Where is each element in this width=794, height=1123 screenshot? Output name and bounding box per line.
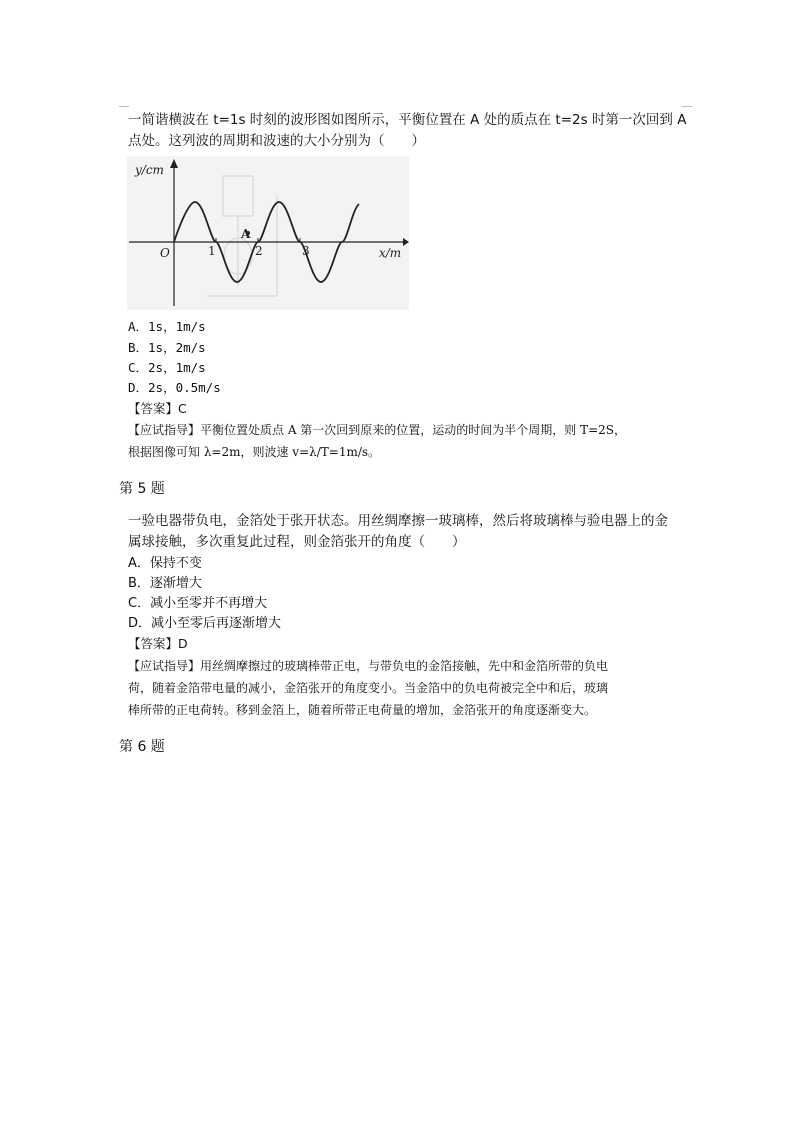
q5-explain-line3: 棒所带的正电荷转。移到金箔上，随着所带正电荷量的增加，金箔张开的角度逐渐变大。 [128, 703, 597, 717]
q5-option-b: B．逐渐增大 [128, 576, 202, 591]
q5-option-a: A．保持不变 [128, 556, 202, 571]
point-a-label: A [241, 227, 251, 241]
q6-heading: 第 6 题 [119, 739, 165, 755]
q5-option-d: D．减小至零后再逐渐增大 [128, 616, 282, 631]
q4-explain-line1: 【应试指导】平衡位置处质点 A 第一次回到原来的位置，运动的时间为半个周期，则 T=2S， [128, 423, 627, 437]
q5-explain-line2: 荷，随着金箔带电量的减小，金箔张开的角度变小。当金箔中的负电荷被完全中和后，玻璃 [128, 681, 609, 695]
q4-stem-line2: 点处。这列波的周期和波速的大小分别为（ ） [128, 133, 425, 149]
q5-option-c: C．减小至零并不再增大 [128, 596, 268, 611]
x-tick-label-3: 3 [302, 244, 310, 258]
q5-answer: 【答案】D [128, 636, 188, 651]
q5-stem-line1: 一验电器带负电，金箔处于张开状态。用丝绸摩擦一玻璃棒，然后将玻璃棒与验电器上的金 [128, 513, 668, 529]
origin-label: O [160, 246, 170, 260]
q4-explain-line2: 根据图像可知 λ=2m，则波速 v=λ/T=1m/s。 [128, 445, 381, 459]
q4-option-a: A．1s，1m/s [128, 319, 206, 334]
x-tick-label-1: 1 [208, 244, 216, 258]
wave-figure [127, 156, 409, 310]
figure-background [127, 156, 409, 310]
q4-answer: 【答案】C [128, 401, 187, 416]
q4-stem-line1: 一简谐横波在 t=1s 时刻的波形图如图所示，平衡位置在 A 处的质点在 t=2s 时第一次回到 A [128, 112, 687, 128]
page-corner-mark-left [119, 106, 129, 107]
q5-heading: 第 5 题 [119, 481, 165, 497]
q5-explain-line1: 【应试指导】用丝绸摩擦过的玻璃棒带正电，与带负电的金箔接触，先中和金箔所带的负电 [128, 659, 609, 673]
q4-option-c: C．2s，1m/s [128, 360, 206, 375]
x-tick-label-2: 2 [255, 244, 263, 258]
q4-option-b: B．1s，2m/s [128, 340, 206, 355]
page-corner-mark-right [682, 106, 692, 107]
y-axis-label: y/cm [135, 163, 164, 177]
x-axis-label: x/m [379, 246, 402, 260]
q5-stem-line2: 属球接触，多次重复此过程，则金箔张开的角度（ ） [128, 534, 466, 550]
q4-option-d: D．2s，0.5m/s [128, 380, 221, 395]
